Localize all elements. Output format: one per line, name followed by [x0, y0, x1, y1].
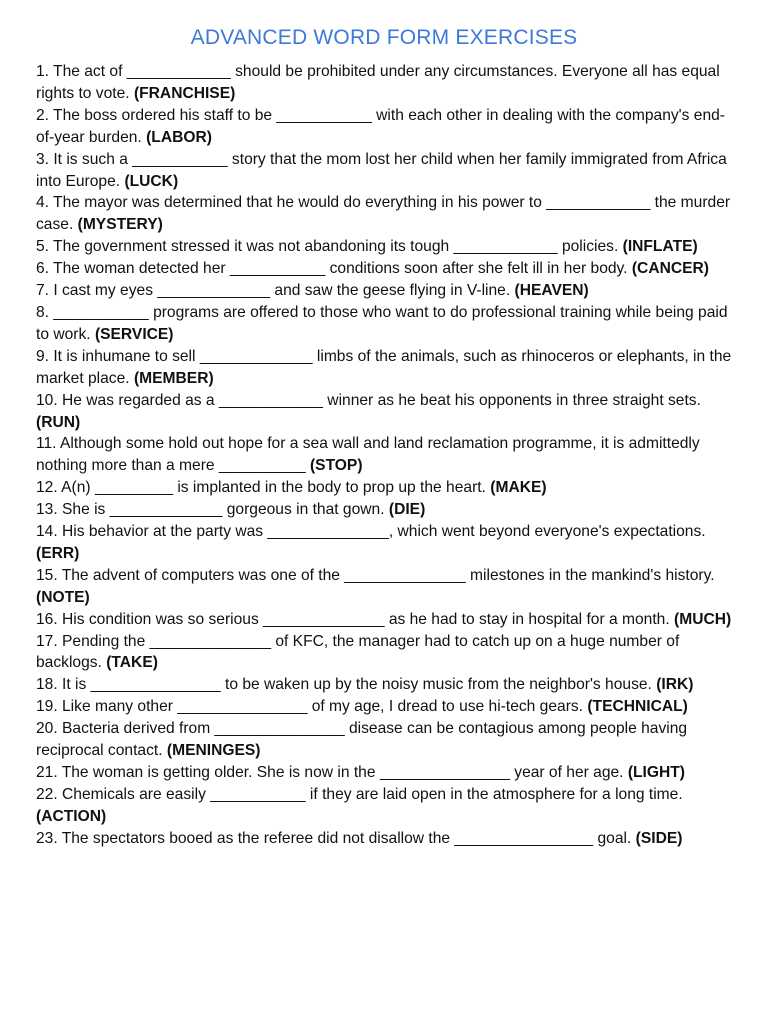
question-text: 17. Pending the ______________ of KFC, the manager had to catch up on a huge number of backlogs.	[36, 632, 680, 672]
question-item	[36, 609, 736, 631]
question-keyword: (MUCH)	[674, 610, 732, 628]
question-keyword: (INFLATE)	[622, 238, 698, 256]
question-item	[36, 61, 736, 105]
question-item	[36, 521, 736, 565]
question-text: 14. His behavior at the party was ______________, which went beyond everyone's expectations.	[36, 523, 706, 541]
question-item	[36, 762, 736, 784]
question-item	[36, 565, 736, 609]
question-list	[36, 61, 736, 850]
question-keyword: (HEAVEN)	[514, 282, 589, 300]
question-keyword: (SIDE)	[635, 829, 683, 847]
question-text: 13. She is _____________ gorgeous in that gown.	[36, 501, 385, 519]
question-item	[36, 477, 736, 499]
question-item	[36, 784, 736, 828]
question-text: 19. Like many other _______________ of my age, I dread to use hi-tech gears.	[36, 698, 584, 716]
question-keyword: (ACTION)	[36, 807, 107, 825]
question-item	[36, 346, 736, 390]
question-item	[36, 718, 736, 762]
question-item	[36, 828, 736, 850]
question-item	[36, 236, 736, 258]
page-title: ADVANCED WORD FORM EXERCISES	[190, 26, 578, 49]
question-keyword: (DIE)	[388, 501, 426, 519]
question-text: 22. Chemicals are easily ___________ if they are laid open in the atmosphere for a long time.	[36, 785, 683, 803]
question-keyword: (NOTE)	[36, 588, 90, 606]
question-item	[36, 280, 736, 302]
question-keyword: (IRK)	[656, 676, 694, 694]
question-keyword: (SERVICE)	[94, 325, 174, 343]
question-text: 11. Although some hold out hope for a sea wall and land reclamation programme, it is admittedly nothing more than a mere __________	[36, 435, 700, 475]
question-text: 3. It is such a ___________ story that the mom lost her child when her family immigrated from Africa into Europe.	[36, 150, 727, 190]
question-text: 10. He was regarded as a ____________ winner as he beat his opponents in three straight sets.	[36, 391, 701, 409]
question-keyword: (FRANCHISE)	[133, 84, 236, 102]
question-item	[36, 302, 736, 346]
question-text: 1. The act of ____________ should be prohibited under any circumstances. Everyone all has equal rights to vote.	[36, 63, 720, 102]
question-text: 6. The woman detected her ___________ conditions soon after she felt ill in her body.	[36, 260, 628, 278]
question-keyword: (LUCK)	[124, 172, 179, 190]
question-text: 2. The boss ordered his staff to be ___________ with each other in dealing with the company's end-of-year burden.	[36, 106, 725, 146]
question-text: 4. The mayor was determined that he would do everything in his power to ____________ the murder case.	[36, 194, 731, 234]
question-item	[36, 192, 736, 236]
question-item	[36, 390, 736, 434]
question-keyword: (STOP)	[309, 457, 363, 475]
question-text: 15. The advent of computers was one of the ______________ milestones in the mankind's history.	[36, 566, 715, 584]
question-item	[36, 696, 736, 718]
question-keyword: (LABOR)	[146, 128, 212, 146]
question-text: 21. The woman is getting older. She is now in the _______________ year of her age.	[36, 764, 624, 781]
question-item	[36, 631, 736, 675]
question-text: 18. It is _______________ to be waken up by the noisy music from the neighbor's house.	[36, 676, 652, 694]
question-keyword: (MAKE)	[490, 479, 547, 497]
question-text: 12. A(n) _________ is implanted in the body to prop up the heart.	[36, 479, 486, 497]
question-item	[36, 105, 736, 149]
question-text: 16. His condition was so serious ______________ as he had to stay in hospital for a month.	[36, 610, 670, 628]
question-text: 7. I cast my eyes _____________ and saw the geese flying in V-line.	[36, 282, 511, 300]
question-keyword: (MEMBER)	[133, 369, 214, 387]
question-item	[36, 499, 736, 521]
question-text: 8. ___________ programs are offered to those who want to do professional training while being paid to work.	[36, 303, 728, 343]
question-item	[36, 674, 736, 696]
question-keyword: (LIGHT)	[627, 764, 686, 781]
question-item	[36, 433, 736, 477]
question-keyword: (TAKE)	[106, 654, 158, 672]
question-keyword: (RUN)	[36, 413, 81, 431]
question-text: 23. The spectators booed as the referee did not disallow the ________________ goal.	[36, 829, 632, 847]
question-item	[36, 258, 736, 280]
question-keyword: (CANCER)	[631, 260, 709, 278]
question-keyword: (MYSTERY)	[77, 216, 163, 234]
question-text: 20. Bacteria derived from _______________ disease can be contagious among people having reciprocal contact.	[36, 720, 688, 760]
question-item	[36, 149, 736, 193]
question-text: 5. The government stressed it was not abandoning its tough ____________ policies.	[36, 238, 619, 256]
question-keyword: (ERR)	[36, 544, 80, 562]
question-text: 9. It is inhumane to sell _____________ limbs of the animals, such as rhinoceros or elephants, in the market place.	[36, 347, 732, 387]
question-keyword: (TECHNICAL)	[587, 698, 688, 716]
question-keyword: (MENINGES)	[166, 742, 261, 760]
